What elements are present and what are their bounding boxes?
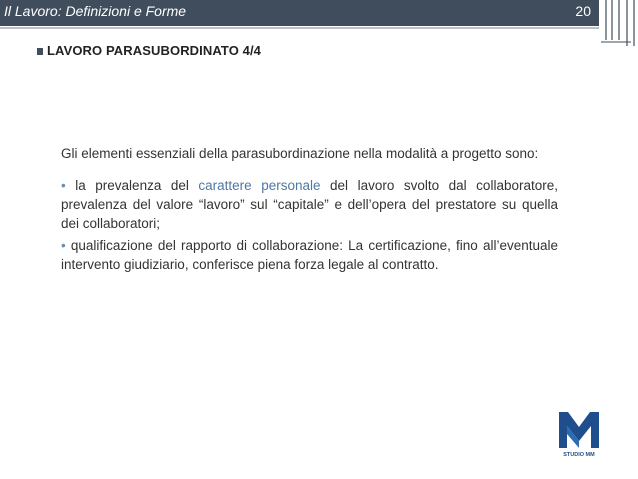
header-bar <box>0 0 599 26</box>
logo-text: STUDIO MM <box>563 452 595 458</box>
page-number: 20 <box>575 3 591 19</box>
point-1-highlight: carattere personale <box>198 178 321 193</box>
studio-mm-logo <box>557 410 601 458</box>
bullet-dot-icon: • <box>61 178 66 193</box>
intro-paragraph: Gli elementi essenziali della parasubordinazione nella modalità a progetto sono: <box>61 146 539 161</box>
logo-m-icon <box>557 410 601 458</box>
point-2 <box>61 236 558 274</box>
section-heading-text: LAVORO PARASUBORDINATO 4/4 <box>47 43 261 58</box>
point-1-text-after: del lavoro svolto dal collaboratore, prevalenza del valore “lavoro” sul “capitale” e dell’opera del prestatore su quella dei collaboratori; <box>61 178 558 231</box>
square-bullet-icon <box>37 48 43 55</box>
point-1 <box>61 176 558 233</box>
section-heading <box>37 43 261 58</box>
header-title: Il Lavoro: Definizioni e Forme <box>4 3 187 19</box>
point-1-text-before: la prevalenza del <box>65 178 199 193</box>
point-2-text: qualificazione del rapporto di collaborazione: La certificazione, fino all’eventuale intervento giudiziario, conferisce piena forza legale al contratto. <box>61 238 558 272</box>
header-rule <box>0 27 599 29</box>
bullet-dot-icon: • <box>61 238 66 253</box>
decorative-lines <box>601 0 638 46</box>
body-text <box>61 144 558 274</box>
